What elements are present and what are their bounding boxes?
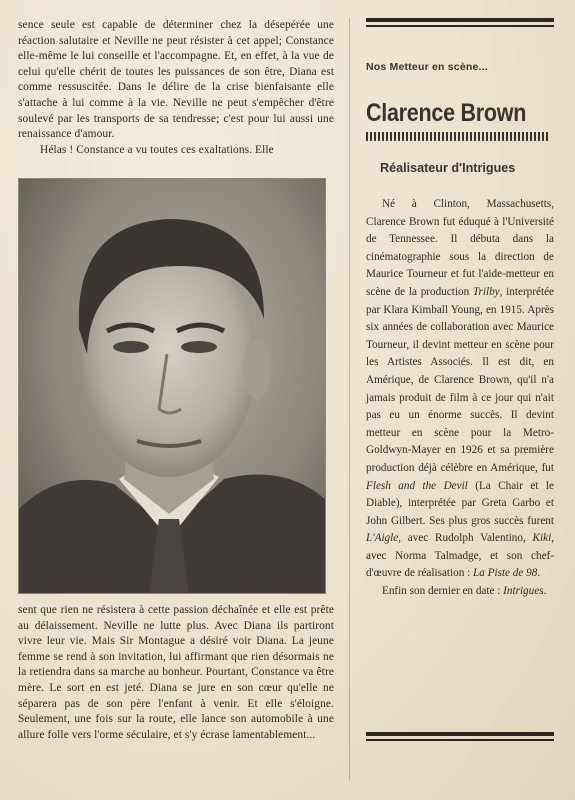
rule-line (366, 25, 554, 27)
top-rules (366, 18, 554, 27)
profile-name-heading: Clarence Brown (366, 99, 527, 127)
story-text-top-continued: Hélas ! Constance a vu toutes ces exaltations. Elle (40, 143, 274, 156)
bio-text: , avec Rudolph Valentino, (398, 532, 533, 545)
rule-line (366, 739, 554, 741)
bio-text: . (537, 567, 541, 580)
bio-paragraph-2 (366, 583, 554, 601)
bio-text: Né à Clinton, Massachusetts, Clarence Brown fut éduqué à l'Université de Tennessee. Il débuta dans la cinématographie sous la direction de Maurice Tourneur et fut l'aide-metteur en scène de la production (366, 198, 554, 298)
film-title: Intrigues (503, 585, 544, 598)
section-kicker: Nos Metteur en scène... (366, 61, 488, 73)
profile-bio (366, 196, 554, 601)
rule-line (366, 18, 554, 22)
column-divider (349, 18, 350, 780)
portrait-photo (18, 178, 326, 594)
story-text-bottom: sent que rien ne résistera à cette passion déchaînée et elle est prête au délaissement. Neville ne lutte plus. Avec Diana ils partiront vivre leur vie. Mais Sir Montague a désiré voir Diana. La jeune femme se rend à son invitation, lui affirmant que rien désormais ne la retiendra dans sa marche au bonheur. Pourtant, Constance va être mère. Le sort en est jeté. Diana se jure en son cœur qu'elle ne séparera pas de son père l'enfant à venir. Et elle s'éloigne. Seulement, une fois sur la route, elle lance son automobile à une allure folle vers l'orme séculaire, et s'y écrase lamentablement... (18, 604, 334, 741)
bio-paragraph-1 (366, 196, 554, 583)
film-title: La Piste de 98 (473, 567, 538, 580)
profile-subtitle: Réalisateur d'Intrigues (380, 161, 516, 175)
left-column-top (18, 18, 334, 158)
film-title: Kiki (532, 532, 552, 545)
right-column (366, 18, 554, 601)
bio-text: , interprétée par Klara Kimball Young, en 1915. Après six années de collaboration avec Maurice Tourneur, il devint metteur en scène pour les Artistes Associés. Il est dit, en Amérique, de Clarence Brown, qu'il n'a jamais produit de film à ce jour qui n'ait pas eu un énorme succès. Il devint metteur en scène pour la Metro-Goldwyn-Mayer en 1926 et sa première production déjà célèbre en Amérique, fut (366, 285, 555, 474)
bio-text: , avec Norma Talmadge, et son chef-d'œuvre de réalisation : (366, 532, 554, 580)
bio-text: Enfin son dernier en date : (382, 585, 504, 598)
hatch-rule (366, 132, 550, 141)
film-title: Trilby (472, 285, 500, 298)
rule-line (366, 732, 554, 736)
bio-text: (La Chair et le Diable), interprétée par Greta Garbo et John Gilbert. Ses plus gros succès furent (366, 479, 555, 527)
bottom-rules (366, 732, 554, 744)
film-title: Flesh and the Devil (366, 479, 468, 492)
film-title: L'Aigle (366, 532, 399, 545)
bio-text: . (543, 585, 547, 598)
story-text-top: sence seule est capable de déterminer chez la désepérée une réaction salutaire et Neville ne peut résister à cet appel; Constance elle-même le lui conseille et l'accompagne. Et, en effet, à la vue de celui qu'elle chérit de toutes les puissances de son être, Diana est comme ressuscitée. Dans le délire de la crise bienfaisante elle s'attache à lui comme à la vie. Neville ne peut s'empêcher d'être soulevé par les transports de sa tendresse; c'est pour lui aussi une renaissance d'amour. (18, 19, 334, 141)
left-column-bottom (18, 603, 334, 743)
